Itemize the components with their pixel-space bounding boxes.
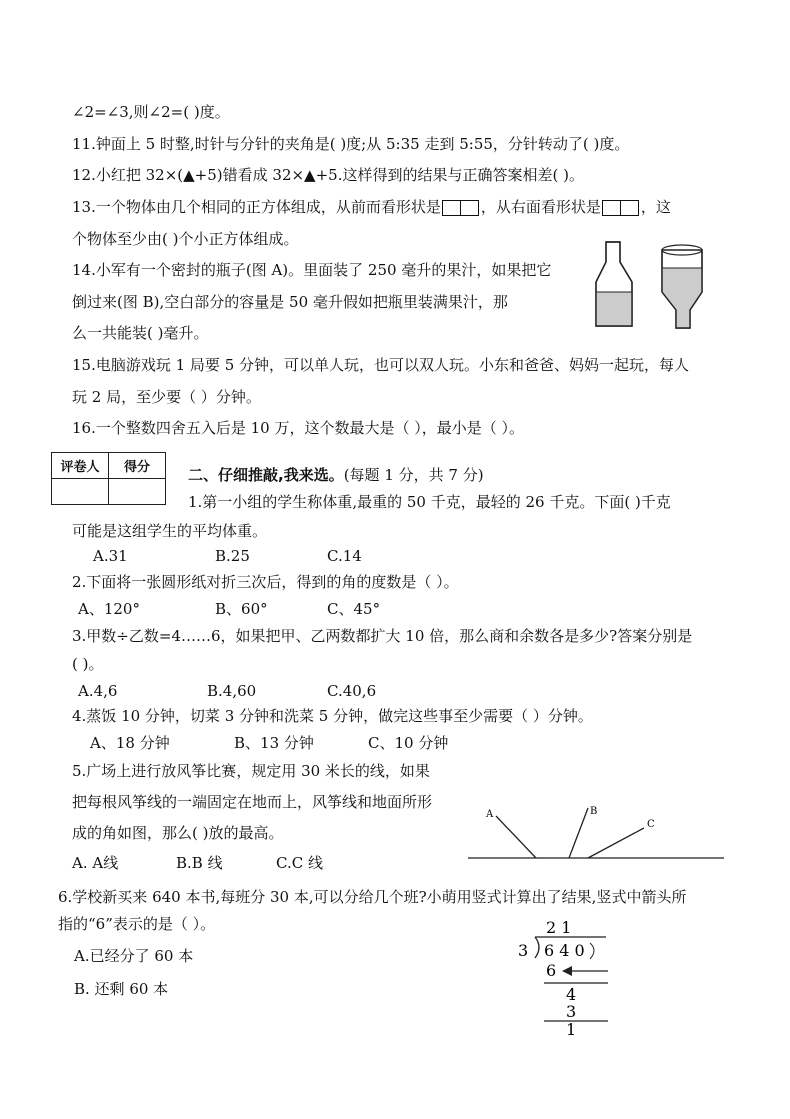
q1-line2: 可能是这组学生的平均体重。 <box>72 522 268 540</box>
q14-line1: 14.小军有一个密封的瓶子(图 A)。里面装了 250 毫升的果汁，如果把它 <box>72 261 552 279</box>
q13-line2: 个物体至少由( )个小正方体组成。 <box>72 230 299 248</box>
reviewer-cell <box>52 479 109 505</box>
q5-line1: 5.广场上进行放风筝比赛，规定用 30 米长的线，如果 <box>72 762 430 780</box>
q1-option-c: C.14 <box>327 547 362 565</box>
step3-value: 3 <box>566 1002 577 1021</box>
q13-line1 <box>72 197 671 217</box>
q3-option-c: C.40,6 <box>327 682 377 700</box>
bottles-figure <box>588 240 718 332</box>
q13-text-b: ，从右面看形状是 <box>480 198 601 216</box>
q13-text-a: 13.一个物体由几个相同的正方体组成，从前而看形状是 <box>72 198 441 216</box>
dividend: 6 4 0 <box>544 941 585 960</box>
arrow-icon <box>562 966 572 976</box>
q11-text: 11.钟面上 5 时整,时针与分针的夹角是( )度;从 5:35 走到 5:55，分针转动了( )度。 <box>72 135 630 153</box>
q3-option-a: A.4,6 <box>78 682 118 700</box>
q16-text: 16.一个整数四舍五入后是 10 万，这个数最大是（ ），最小是（ ）。 <box>72 419 525 437</box>
section2-title: 二、仔细推敲,我来选。 <box>188 466 344 484</box>
q6-line2: 指的“6”表示的是（ ）。 <box>58 915 216 933</box>
label-a: A <box>486 809 494 820</box>
right-view-shape <box>603 197 639 217</box>
long-division-figure <box>508 914 618 1038</box>
q5-option-a: A. A线 <box>72 854 119 872</box>
q2-option-c: C、45° <box>327 600 381 618</box>
section2-note: (每题 1 分，共 7 分) <box>343 466 484 484</box>
score-header: 得分 <box>109 453 166 479</box>
q10-tail: ∠2=∠3,则∠2=( )度。 <box>72 103 230 121</box>
bottle-b-icon <box>662 245 702 328</box>
q4-option-c: C、10 分钟 <box>368 734 449 752</box>
kite-line-a <box>496 816 536 858</box>
q13-text-c: ，这 <box>640 198 671 216</box>
q2-option-b: B、60° <box>215 600 268 618</box>
q5-option-b: B.B 线 <box>176 854 223 872</box>
q4-option-b: B、13 分钟 <box>234 734 314 752</box>
q1-option-a: A.31 <box>93 547 128 565</box>
q1-option-b: B.25 <box>215 547 250 565</box>
q4-text: 4.蒸饭 10 分钟，切菜 3 分钟和洗菜 5 分钟，做完这些事至少需要（ ）分钟。 <box>72 707 593 725</box>
step1-value: 6 <box>546 961 557 980</box>
label-b: B <box>590 806 598 817</box>
q5-line3: 成的角如图，那么( )放的最高。 <box>72 824 284 842</box>
q5-line2: 把每根风筝线的一端固定在地而上，风筝线和地面所形 <box>72 793 433 811</box>
q3-line1: 3.甲数÷乙数=4……6，如果把甲、乙两数都扩大 10 倍，那么商和余数各是多少?答案分别是 <box>72 627 693 645</box>
kite-lines-figure <box>466 800 726 862</box>
q15-line2: 玩 2 局，至少要（ ）分钟。 <box>72 388 261 406</box>
reviewer-header: 评卷人 <box>52 453 109 479</box>
q15-line1: 15.电脑游戏玩 1 局要 5 分钟，可以单人玩，也可以双人玩。小东和爸爸、妈妈一起玩，每人 <box>72 356 690 374</box>
q14-line2: 倒过来(图 B),空白部分的容量是 50 毫升假如把瓶里装满果汁，那 <box>72 293 508 311</box>
label-c: C <box>647 819 655 830</box>
bottle-a-icon <box>596 242 632 326</box>
q2-option-a: A、120° <box>78 600 140 618</box>
step2-value: 4 <box>566 985 577 1004</box>
q3-option-b: B.4,60 <box>207 682 257 700</box>
divisor: 3 <box>518 941 529 960</box>
q12-text: 12.小红把 32×(▲+5)错看成 32×▲+5.这样得到的结果与正确答案相差( )。 <box>72 166 584 184</box>
q14-line3: 么一共能装( )毫升。 <box>72 324 209 342</box>
q3-line2: ( )。 <box>72 655 104 673</box>
q4-option-a: A、18 分钟 <box>90 734 170 752</box>
q5-option-c: C.C 线 <box>276 854 323 872</box>
remainder-value: 1 <box>566 1020 577 1038</box>
kite-line-c <box>588 828 644 858</box>
front-view-shape <box>443 197 479 217</box>
q6-option-a: A.已经分了 60 本 <box>74 947 194 965</box>
q1-line1: 1.第一小组的学生称体重,最重的 50 千克，最轻的 26 千克。下面( )千克 <box>188 493 671 511</box>
section2-heading <box>188 465 484 485</box>
q2-text: 2.下面将一张圆形纸对折三次后，得到的角的度数是（ ）。 <box>72 573 459 591</box>
kite-line-b <box>569 808 588 858</box>
q6-line1: 6.学校新买来 640 本书,每班分 30 本,可以分给几个班?小萌用竖式计算出了结果,竖式中箭头所 <box>58 888 687 906</box>
score-cell <box>109 479 166 505</box>
quotient: 2 1 <box>546 918 572 937</box>
q6-option-b: B. 还剩 60 本 <box>74 980 169 998</box>
score-table <box>51 452 166 505</box>
